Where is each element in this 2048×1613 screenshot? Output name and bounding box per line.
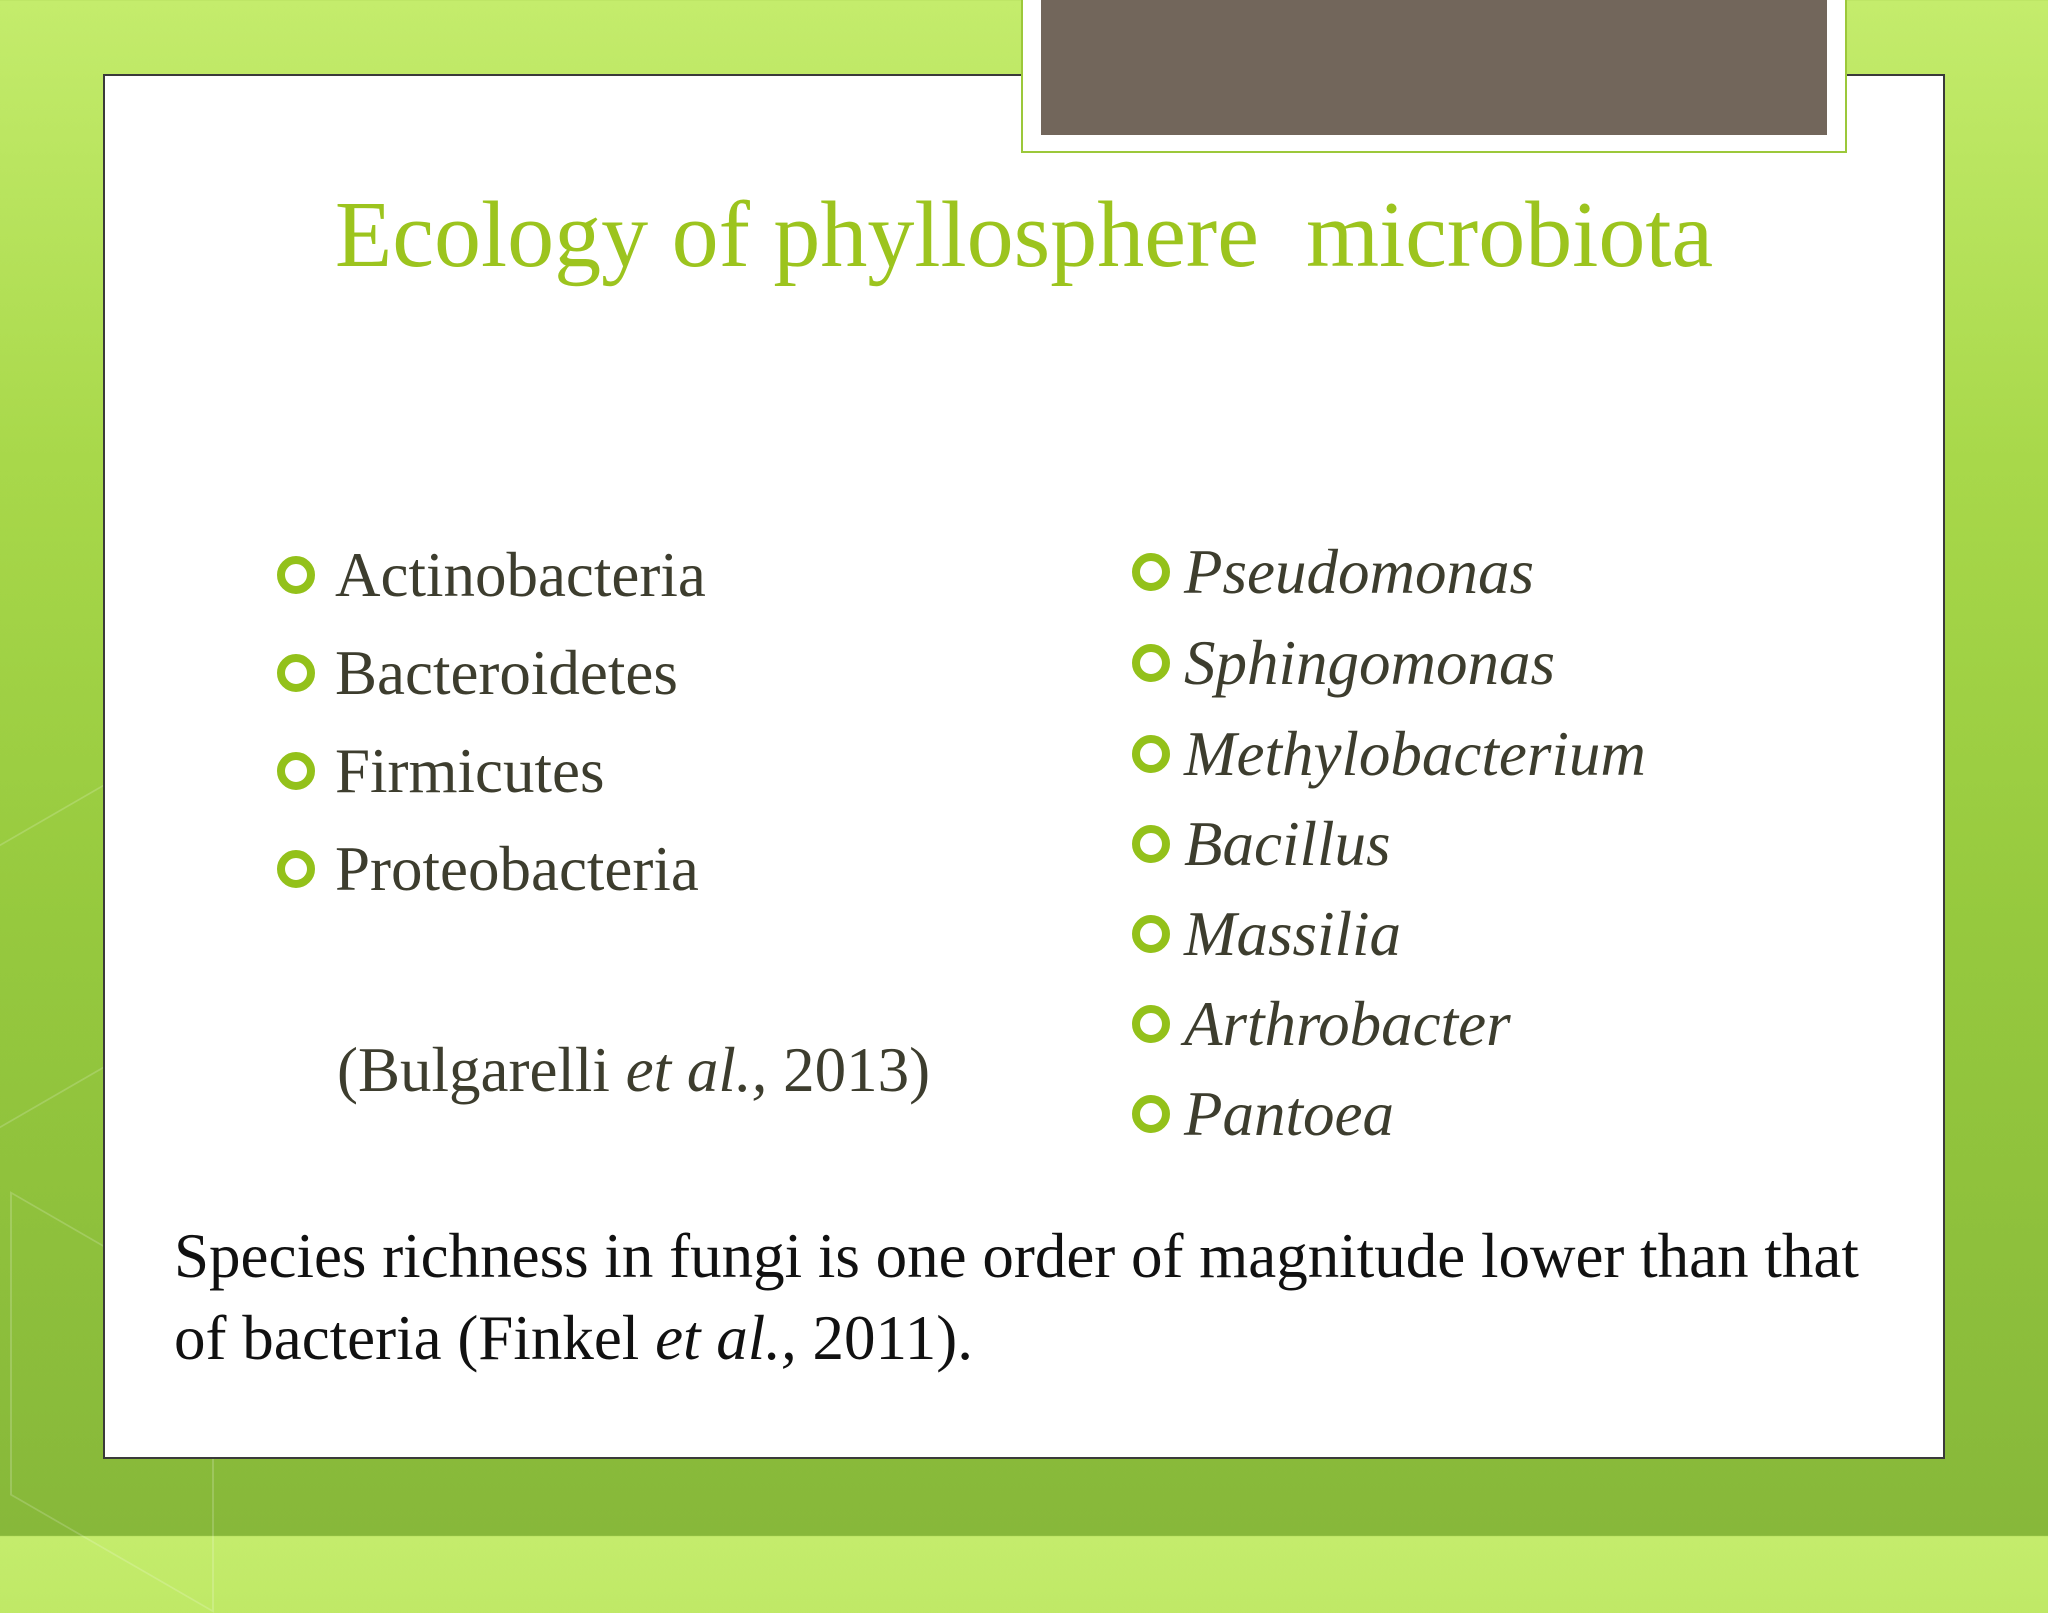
bullet-icon <box>1132 553 1170 591</box>
list-item-label: Firmicutes <box>335 736 605 806</box>
citation <box>337 1030 930 1110</box>
list-item <box>1132 1074 1394 1154</box>
title-bar <box>1041 0 1827 135</box>
bullet-icon <box>1132 825 1170 863</box>
citation-prefix: (Bulgarelli <box>337 1035 626 1105</box>
list-item <box>277 535 706 615</box>
bullet-icon <box>1132 1095 1170 1133</box>
bullet-icon <box>277 752 315 790</box>
citation-suffix: 2013) <box>767 1035 931 1105</box>
list-item <box>1132 714 1646 794</box>
list-item-label: Massilia <box>1184 899 1402 969</box>
list-item <box>1132 532 1534 612</box>
slide-title: Ecology of phyllosphere microbiota <box>334 183 1714 287</box>
list-item-label: Bacteroidetes <box>335 638 678 708</box>
bullet-icon <box>277 850 315 888</box>
list-item-label: Methylobacterium <box>1184 719 1646 789</box>
list-item <box>277 633 678 713</box>
list-item-label: Actinobacteria <box>335 540 706 610</box>
list-item-label: Sphingomonas <box>1184 628 1556 698</box>
list-item <box>277 829 699 909</box>
list-item <box>1132 623 1555 703</box>
bullet-icon <box>1132 735 1170 773</box>
bullet-icon <box>1132 915 1170 953</box>
note-suffix: 2011). <box>796 1303 973 1373</box>
citation-etal: et al., <box>625 1035 768 1105</box>
footnote-paragraph <box>174 1215 1914 1379</box>
bullet-icon <box>277 556 315 594</box>
list-item <box>277 731 604 811</box>
bullet-icon <box>1132 644 1170 682</box>
list-item <box>1132 894 1401 974</box>
bullet-icon <box>277 654 315 692</box>
bullet-icon <box>1132 1005 1170 1043</box>
note-prefix: Species richness in fungi is one order of magnitude lower than that of bacteria (Finkel <box>174 1221 1859 1373</box>
list-item-label: Proteobacteria <box>335 834 699 904</box>
list-item-label: Arthrobacter <box>1184 989 1511 1059</box>
list-item <box>1132 984 1511 1064</box>
list-item-label: Pantoea <box>1184 1079 1394 1149</box>
list-item <box>1132 804 1390 884</box>
list-item-label: Pseudomonas <box>1184 537 1534 607</box>
note-etal: et al., <box>655 1303 797 1373</box>
list-item-label: Bacillus <box>1184 809 1391 879</box>
